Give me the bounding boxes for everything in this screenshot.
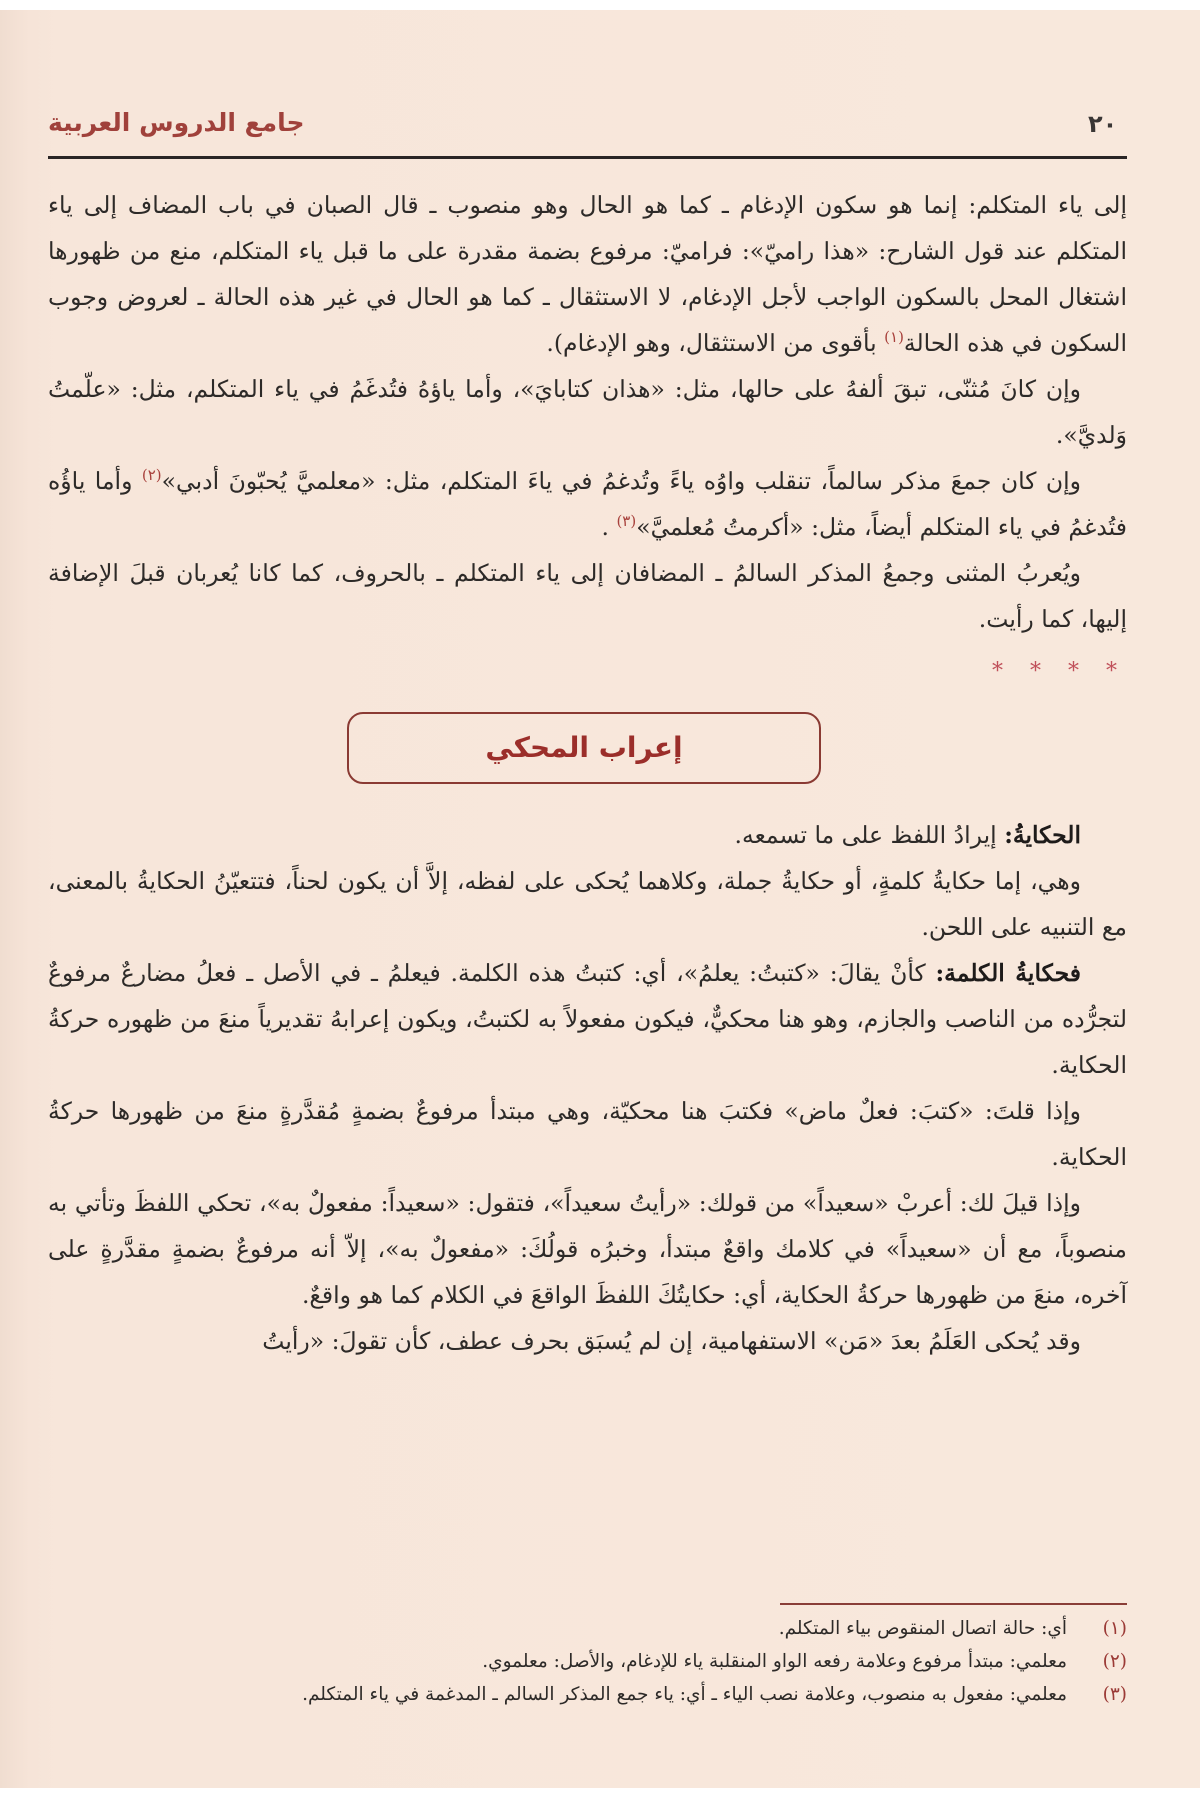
footnote-3 [48,1678,1127,1711]
footnote-divider [780,1603,1127,1605]
paragraph-example-saeed: وإذا قيلَ لك: أعربْ «سعيداً» من قولك: «رأيتُ سعيداً»، فتقول: «سعيداً: مفعولٌ به»، تحكي اللفظَ وتأتي به منصوباً، مع أن «سعيداً» في كلامك واقعٌ مبتدأ، وخبرُه قولُكَ: «مفعولٌ به»، إلاّ أنه مرفوعٌ بضمةٍ مقدَّرةٍ على آخره، منعَ من ظهورها حركةُ الحكاية، أي: حكايتُكَ اللفظَ الواقعَ في الكلام كما هو واقعٌ. [48,1189,1127,1309]
footnote-ref-2[interactable]: (٢) [141,466,162,485]
term-label: فحكايةُ الكلمة: [935,959,1081,987]
running-header-book-title: جامع الدروس العربية [48,108,305,137]
header-divider [48,156,1127,159]
paragraph-definition [48,812,1127,858]
footnotes [48,1612,1127,1711]
paragraph-text: . [601,513,617,541]
footnote-1 [48,1612,1127,1645]
paragraph-text: وإن كان جمعَ مذكر سالماً، تنقلب واوُه ياءً وتُدغمُ في ياءَ المتكلم، مثل: «معلميَّ يُحبّونَ أدبي» [161,467,1081,495]
paragraph-text: كأنْ يقالَ: «كتبتُ: يعلمُ»، أي: كتبتُ هذه الكلمة. فيعلمُ ـ في الأصل ـ فعلُ مضارعٌ مرفوعٌ لتجرُّده من الناصب والجازم، وهو هنا محكيٌّ، فيكون مفعولاً به لكتبتُ، ويكون إعرابهُ تقديرياً منعَ من ظهوره حركةُ الحكاية. [48,959,1127,1079]
footnote-text: معلمي: مبتدأ مرفوع وعلامة رفعه الواو المنقلبة ياء للإدغام، والأصل: معلموي. [482,1651,1067,1672]
paragraph-example-kataba: وإذا قلتَ: «كتبَ: فعلٌ ماض» فكتبَ هنا محكيّة، وهي مبتدأ مرفوعٌ بضمةٍ مُقدَّرةٍ منعَ من ظهورها حركةُ الحكاية. [48,1097,1127,1171]
asterism-separator: * * * * [992,659,1127,684]
section-heading-wrap [48,702,1127,812]
main-text [48,182,1127,1364]
page-number: ٢٠ [1088,110,1118,138]
section-heading-box [347,712,821,784]
paragraph-text: وأما ياؤُه فتُدغمُ في ياء المتكلم أيضاً، مثل: «أكرمتُ مُعلميَّ» [48,467,1127,541]
footnote-ref-1[interactable]: (١) [884,328,904,347]
paragraph-text: إيرادُ اللفظ على ما تسمعه. [734,821,1005,849]
paragraph-inflection: ويُعربُ المثنى وجمعُ المذكر السالمُ ـ المضافان إلى ياء المتكلم ـ بالحروف، كما كانا يُعربان قبلَ الإضافة إليها، كما رأيت. [48,559,1127,633]
paragraph-interrogative-man: وقد يُحكى العَلَمُ بعدَ «مَن» الاستفهامية، إن لم يُسبَق بحرف عطف، كأن تقولَ: «رأيتُ [262,1327,1081,1355]
term-label: الحكايةُ: [1004,821,1081,849]
footnote-ref-3[interactable]: (٣) [616,512,637,531]
footnote-number: (٣) [1102,1684,1127,1705]
book-page [0,10,1200,1788]
footnote-number: (١) [1102,1618,1127,1639]
paragraph-text: بأقوى من الاستثقال، وهو الإدغام). [546,329,885,357]
footnote-text: معلمي: مفعول به منصوب، وعلامة نصب الياء ـ أي: ياء جمع المذكر السالم ـ المدغمة في ياء المتكلم. [302,1684,1067,1705]
footnote-text: أي: حالة اتصال المنقوص بياء المتكلم. [778,1618,1067,1639]
paragraph-text: إلى ياء المتكلم: إنما هو سكون الإدغام ـ كما هو الحال وهو منصوب ـ قال الصبان في باب المضاف إلى ياء المتكلم عند قول الشارح: «هذا راميّ»: فراميّ: مرفوع بضمة مقدرة على ما قبل ياء المتكلم، منع من ظهورها اشتغال المحل بالسكون الواجب لأجل الإدغام، لا الاستثقال ـ كما هو الحال في غير هذه الحالة ـ لعروض وجوب السكون في هذه الحالة [48,191,1127,357]
paragraph-dual: وإن كانَ مُثنّى، تبقَ ألفهُ على حالها، مثل: «هذان كتابايَ»، وأما ياؤهُ فتُدغَمُ في ياء المتكلم، مثل: «علّمتُ وَلديَّ». [48,375,1127,449]
footnote-2 [48,1645,1127,1678]
paragraph-types: وهي، إما حكايةُ كلمةٍ، أو حكايةُ جملة، وكلاهما يُحكى على لفظه، إلاَّ أن يكون لحناً، فتتعيّنُ الحكايةُ بالمعنى، مع التنبيه على اللحن. [48,867,1127,941]
paragraph-sound-plural [48,458,1127,550]
paragraph-word-narration [48,950,1127,1088]
section-heading: إعراب المحكي [485,731,683,764]
paragraph-continuation [48,182,1127,366]
footnote-number: (٢) [1102,1651,1127,1672]
